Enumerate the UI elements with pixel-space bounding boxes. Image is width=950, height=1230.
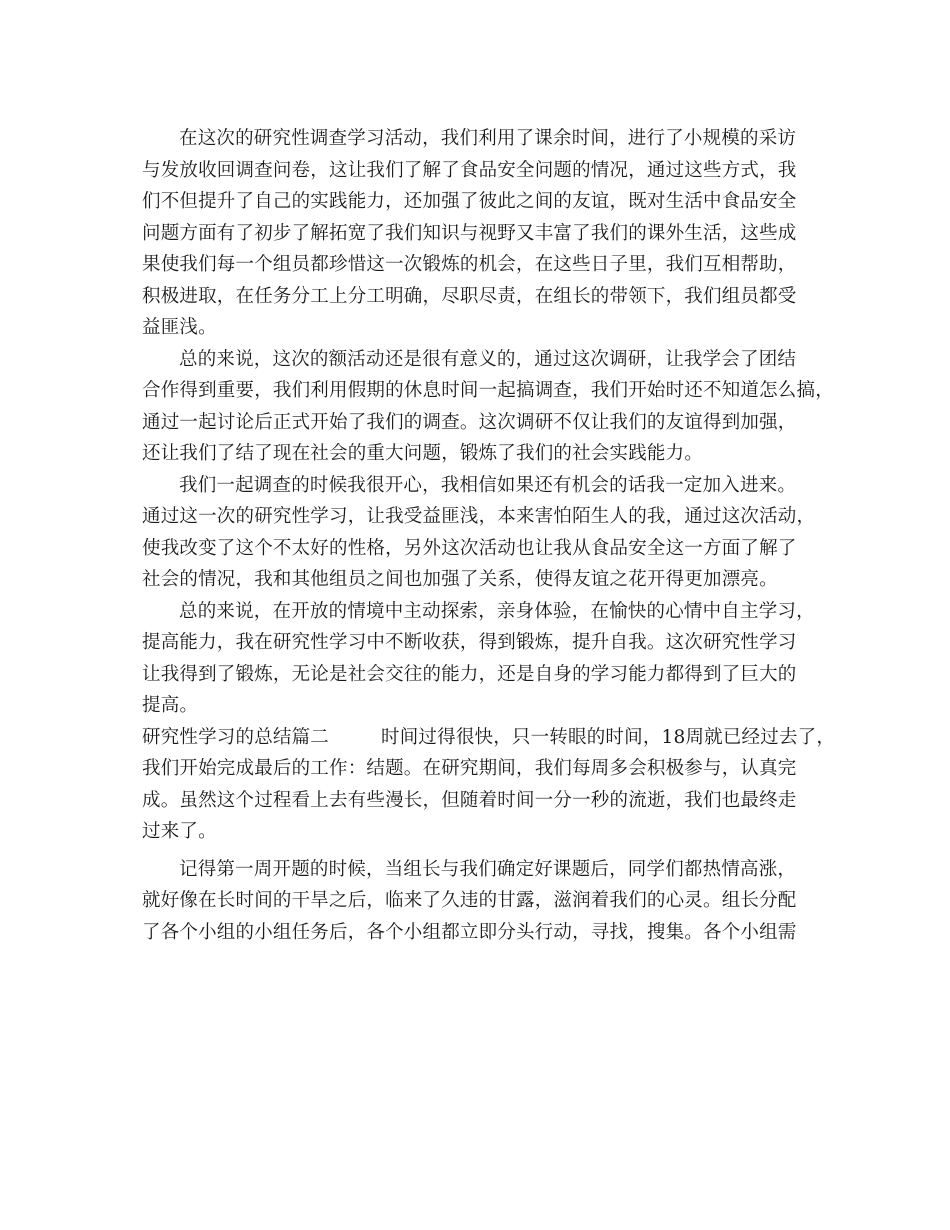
paragraph-3 — [142, 470, 816, 596]
text-line: 社会的情况，我和其他组员之间也加强了关系，使得友谊之花开得更加漂亮。 — [142, 569, 778, 590]
text-line: 提高。 — [142, 695, 199, 716]
text-line: 我们一起调查的时候我很开心，我相信如果还有机会的话我一定加入进来。 — [179, 474, 797, 496]
text-line: 合作得到重要，我们利用假期的休息时间一起搞调查，我们开始时还不知道怎么搞， — [142, 380, 834, 401]
text-line: 使我改变了这个不太好的性格，另外这次活动也让我从食品安全这一方面了解了 — [142, 537, 797, 559]
text-line: 提高能力，我在研究性学习中不断收获，得到锻炼，提升自我。这次研究性学习 — [142, 632, 797, 653]
text-line: 问题方面有了初步了解拓宽了我们知识与视野又丰富了我们的课外生活，这些成 — [142, 222, 797, 244]
text-line: 就好像在长时间的干旱之后，临来了久违的甘露，滋润着我们的心灵。组长分配 — [142, 890, 797, 911]
text-line: 通过一起讨论后正式开始了我们的调查。这次调研不仅让我们的友谊得到加强， — [142, 411, 797, 433]
paragraph-2 — [142, 344, 834, 470]
text-line: 了各个小组的小组任务后，各个小组都立即分头行动，寻找，搜集。各个小组需 — [142, 921, 797, 943]
text-line: 总的来说，这次的额活动还是很有意义的，通过这次调研，让我学会了团结 — [179, 348, 797, 370]
text-line: 果使我们每一个组员都珍惜这一次锻炼的机会，在这些日子里，我们互相帮助， — [142, 254, 797, 275]
section-first-line: 时间过得很快，只一转眼的时间，18周就已经过去了， — [381, 726, 836, 748]
text-line: 与发放收回调查问卷，这让我们了解了食品安全问题的情况，通过这些方式，我 — [142, 159, 797, 181]
text-line: 总的来说，在开放的情境中主动探索，亲身体验，在愉快的心情中自主学习， — [179, 600, 815, 622]
text-line: 过来了。 — [142, 821, 217, 842]
paragraph-last — [142, 854, 812, 949]
text-line: 通过这一次的研究性学习，让我受益匪浅，本来害怕陌生人的我，通过这次活动， — [142, 506, 816, 527]
text-line: 我们开始完成最后的工作：结题。在研究期间，我们每周多会积极参与，认真完 — [142, 758, 797, 779]
text-line: 成。虽然这个过程看上去有些漫长，但随着时间一分一秒的流逝，我们也最终走 — [142, 789, 797, 811]
text-line — [142, 722, 836, 754]
text-line: 还让我们了结了现在社会的重大问题，锻炼了我们的社会实践能力。 — [142, 443, 704, 464]
section-two — [142, 722, 836, 848]
section-title: 研究性学习的总结篇二 — [142, 726, 330, 748]
paragraph-4 — [142, 596, 815, 722]
text-line: 让我得到了锻炼，无论是社会交往的能力，还是自身的学习能力都得到了巨大的 — [142, 663, 797, 685]
paragraph-1 — [142, 123, 812, 344]
text-line: 在这次的研究性调查学习活动，我们利用了课余时间，进行了小规模的采访 — [179, 128, 797, 149]
text-line: 积极进取，在任务分工上分工明确，尽职尽责，在组长的带领下，我们组员都受 — [142, 285, 797, 307]
text-line: 记得第一周开题的时候，当组长与我们确定好课题后，同学们都热情高涨， — [179, 858, 797, 880]
text-line: 益匪浅。 — [142, 317, 217, 338]
document-body — [142, 123, 836, 948]
text-line: 们不但提升了自己的实践能力，还加强了彼此之间的友谊，既对生活中食品安全 — [142, 191, 797, 212]
